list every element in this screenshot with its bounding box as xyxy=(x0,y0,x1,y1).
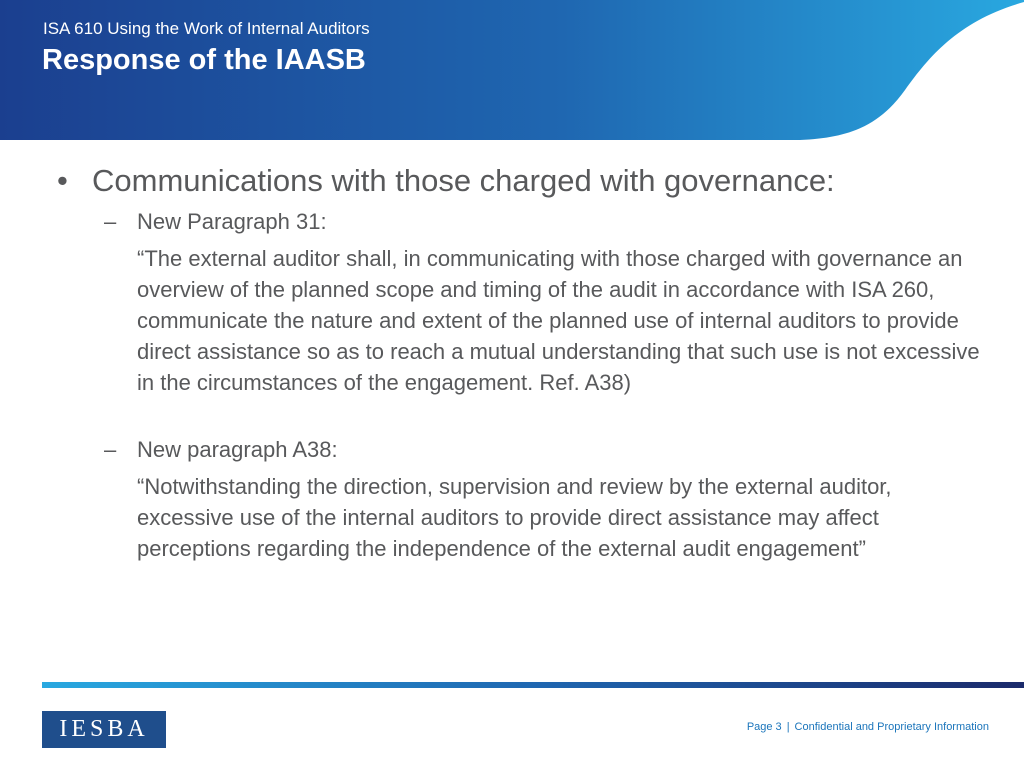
page-number: Page 3 xyxy=(746,721,782,733)
header-banner xyxy=(0,0,1024,140)
footer-info xyxy=(747,721,989,733)
slide-subtitle: ISA 610 Using the Work of Internal Auditors xyxy=(43,19,370,38)
sub-bullet-label: New paragraph A38: xyxy=(137,437,338,462)
main-bullet-text: Communications with those charged with governance: xyxy=(92,163,835,198)
sub-bullet-label: New Paragraph 31: xyxy=(137,209,327,234)
confidential-notice: Confidential and Proprietary Information xyxy=(794,721,989,733)
quote-paragraph-a38: “Notwithstanding the direction, supervision and review by the external auditor, excessive use of the internal auditors to provide direct assistance may affect perceptions regarding the independence of the external audit engagement” xyxy=(137,474,892,561)
quote-paragraph-31: “The external auditor shall, in communicating with those charged with governance an overview of the planned scope and timing of the audit in accordance with ISA 260, communicate the nature and extent of the planned use of internal auditors to provide direct assistance so as to reach a mutual understanding that such use is not excessive in the circumstances of the engagement. Ref. A38) xyxy=(137,246,980,395)
slide-title: Response of the IAASB xyxy=(42,44,366,76)
footer-separator: | xyxy=(786,721,790,733)
dash-marker: – xyxy=(104,209,117,234)
footer-divider xyxy=(42,682,1024,688)
bullet-marker: • xyxy=(57,163,68,198)
dash-marker: – xyxy=(104,437,117,462)
iesba-logo: IESBA xyxy=(42,711,166,748)
